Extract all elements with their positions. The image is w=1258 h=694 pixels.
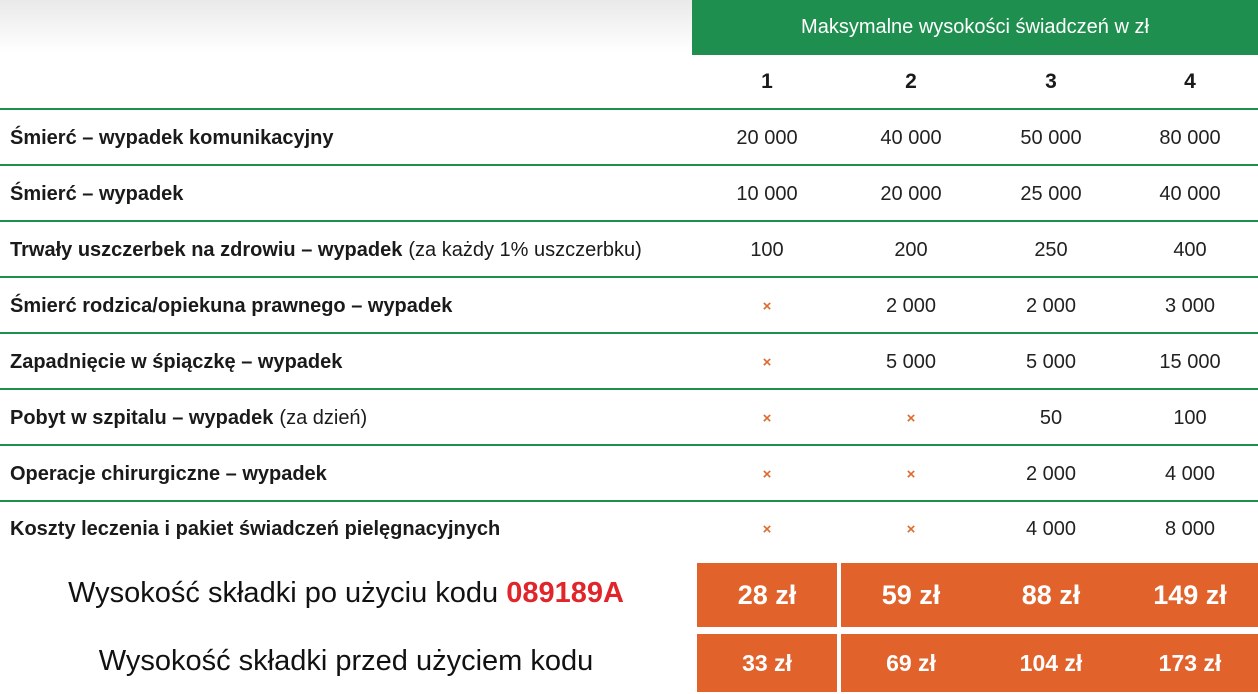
table-row	[0, 391, 1258, 445]
benefit-value-cell: 8 000	[1164, 517, 1216, 540]
fee-before-box-3: 104 zł	[981, 634, 1121, 692]
benefits-header-title: Maksymalne wysokości świadczeń w zł	[801, 16, 1149, 38]
row-label-text: Operacje chirurgiczne – wypadek	[10, 462, 327, 485]
cross-icon: ×	[762, 297, 772, 315]
fee-before-box-4: 173 zł	[1120, 634, 1258, 692]
table-row	[0, 447, 1258, 501]
not-available-cell	[707, 391, 827, 445]
fee-after-code-label	[0, 577, 692, 610]
benefit-value-cell: 80 000	[1159, 126, 1221, 149]
benefit-value-cell: 40 000	[1159, 182, 1221, 205]
table-row	[0, 502, 1258, 556]
row-label	[10, 391, 367, 445]
benefit-value-cell: 10 000	[736, 182, 798, 205]
benefit-value-cell: 2 000	[1025, 462, 1077, 485]
fee-after-box-3: 88 zł	[981, 563, 1121, 627]
cross-icon: ×	[762, 520, 772, 538]
not-available-cell	[851, 391, 971, 445]
fee-after-code-text: Wysokość składki po użyciu kodu	[68, 577, 499, 609]
fee-before-box-2: 69 zł	[841, 634, 981, 692]
not-available-cell	[851, 502, 971, 556]
row-label-text: Zapadnięcie w śpiączkę – wypadek	[10, 350, 343, 373]
cross-icon: ×	[906, 409, 916, 427]
row-label	[10, 111, 334, 165]
not-available-cell	[707, 447, 827, 501]
row-label-text: Śmierć rodzica/opiekuna prawnego – wypadek	[10, 294, 453, 317]
benefit-value-cell: 400	[1173, 238, 1207, 261]
fee-after-box-2: 59 zł	[841, 563, 981, 627]
benefit-value-cell: 3 000	[1164, 294, 1216, 317]
not-available-cell	[707, 335, 827, 389]
cross-icon: ×	[762, 353, 772, 371]
benefits-header	[692, 0, 1258, 55]
benefit-value-cell: 25 000	[1020, 182, 1082, 205]
row-label-note: (za każdy 1% uszczerbku)	[408, 238, 642, 261]
discount-code: 089189A	[506, 577, 624, 609]
table-divider	[0, 108, 1258, 110]
table-row	[0, 335, 1258, 389]
top-fade	[0, 0, 692, 52]
row-label	[10, 502, 500, 556]
fee-after-box-1: 28 zł	[697, 563, 837, 627]
benefit-value-cell: 200	[894, 238, 928, 261]
benefit-value-cell: 2 000	[1025, 294, 1077, 317]
table-row	[0, 167, 1258, 221]
table-row	[0, 111, 1258, 165]
row-label	[10, 447, 327, 501]
column-header-1: 1	[761, 70, 773, 93]
cross-icon: ×	[762, 465, 772, 483]
column-header-4: 4	[1184, 70, 1196, 93]
row-label-text: Pobyt w szpitalu – wypadek	[10, 406, 274, 429]
benefit-value-cell: 2 000	[885, 294, 937, 317]
benefit-value-cell: 50 000	[1020, 126, 1082, 149]
column-header-2: 2	[905, 70, 917, 93]
row-label-note: (za dzień)	[279, 406, 368, 429]
benefit-value-cell: 100	[750, 238, 784, 261]
benefit-value-cell: 15 000	[1159, 350, 1221, 373]
benefit-value-cell: 100	[1173, 406, 1207, 429]
table-row	[0, 279, 1258, 333]
benefit-value-cell: 20 000	[880, 182, 942, 205]
cross-icon: ×	[906, 465, 916, 483]
benefit-value-cell: 5 000	[1025, 350, 1077, 373]
fee-before-code-label: Wysokość składki przed użyciem kodu	[98, 645, 594, 677]
row-label-text: Trwały uszczerbek na zdrowiu – wypadek	[10, 238, 403, 261]
not-available-cell	[707, 502, 827, 556]
row-label-text: Śmierć – wypadek	[10, 182, 184, 205]
benefit-value-cell: 5 000	[885, 350, 937, 373]
not-available-cell	[707, 279, 827, 333]
benefit-value-cell: 4 000	[1025, 517, 1077, 540]
benefit-value-cell: 20 000	[736, 126, 798, 149]
row-label	[10, 167, 183, 221]
table-row	[0, 223, 1258, 277]
row-label	[10, 223, 642, 277]
fee-before-box-1: 33 zł	[697, 634, 837, 692]
fee-after-box-4: 149 zł	[1120, 563, 1258, 627]
not-available-cell	[851, 447, 971, 501]
benefit-value-cell: 4 000	[1164, 462, 1216, 485]
cross-icon: ×	[762, 409, 772, 427]
row-label	[10, 335, 342, 389]
benefit-value-cell: 40 000	[880, 126, 942, 149]
benefit-value-cell: 50	[1039, 406, 1063, 429]
row-label	[10, 279, 452, 333]
column-header-3: 3	[1045, 70, 1057, 93]
row-label-text: Koszty leczenia i pakiet świadczeń pielęgnacyjnych	[10, 517, 501, 540]
benefit-value-cell: 250	[1034, 238, 1068, 261]
row-label-text: Śmierć – wypadek komunikacyjny	[10, 126, 334, 149]
cross-icon: ×	[906, 520, 916, 538]
